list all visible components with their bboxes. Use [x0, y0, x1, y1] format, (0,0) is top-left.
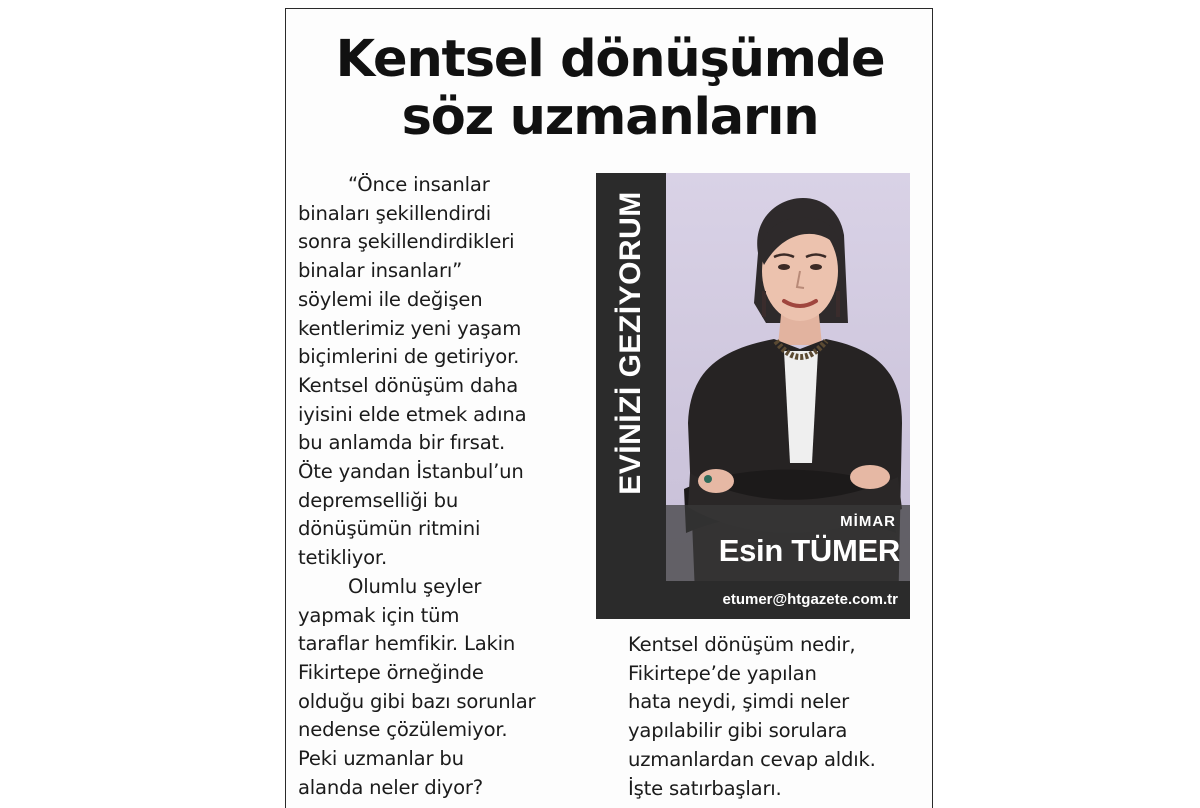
body-line: söylemi ile değişen — [298, 287, 483, 311]
body-line: Olumlu şeyler — [348, 574, 482, 598]
body-line: Öte yandan İstanbul’un — [298, 460, 524, 484]
body-line: “Önce insanlar — [348, 173, 490, 196]
body-line: yapılabilir gibi sorulara — [628, 719, 848, 743]
body-line: biçimlerini de getiriyor. — [298, 345, 520, 369]
headline — [286, 31, 934, 147]
headline-line-1: Kentsel dönüşümde — [335, 30, 885, 89]
body-line: olduğu gibi bazı sorunlar — [298, 689, 536, 713]
author-email: etumer@htgazete.com.tr — [722, 591, 898, 608]
body-line: kentlerimiz yeni yaşam — [298, 316, 522, 340]
author-role: MİMAR — [840, 513, 896, 530]
body-line: depremselliği bu — [298, 488, 459, 512]
body-line: sonra şekillendirdikleri — [298, 230, 515, 254]
column-title: EVİNİZİ GEZİYORUM — [614, 191, 647, 495]
body-line: yapmak için tüm — [298, 603, 460, 627]
body-line: İşte satırbaşları. — [628, 776, 782, 800]
body-column-right — [628, 631, 928, 803]
body-line: Peki uzmanlar bu — [298, 747, 464, 771]
body-line: uzmanlardan cevap aldık. — [628, 747, 876, 771]
body-line: alanda neler diyor? — [298, 775, 483, 799]
body-line: hata neydi, şimdi neler — [628, 690, 850, 714]
author-column-box — [596, 173, 910, 619]
newspaper-clipping — [285, 8, 933, 808]
body-line: Fikirtepe’de yapılan — [628, 661, 817, 685]
body-line: iyisini elde etmek adına — [298, 402, 527, 426]
body-line: nedense çözülemiyor. — [298, 718, 508, 742]
author-name: Esin TÜMER — [718, 533, 900, 568]
body-line: Kentsel dönüşüm daha — [298, 373, 519, 397]
body-line: Fikirtepe örneğinde — [298, 660, 484, 684]
body-line: bu anlamda bir fırsat. — [298, 431, 506, 455]
body-line: dönüşümün ritmini — [298, 517, 481, 541]
body-line: tetikliyor. — [298, 546, 387, 570]
body-line: binalar insanları” — [298, 259, 463, 283]
body-line: binaları şekillendirdi — [298, 201, 491, 225]
body-line: taraflar hemfikir. Lakin — [298, 632, 516, 656]
body-line: Kentsel dönüşüm nedir, — [628, 633, 856, 656]
body-column-left — [298, 171, 590, 802]
headline-line-2: söz uzmanların — [401, 88, 819, 147]
